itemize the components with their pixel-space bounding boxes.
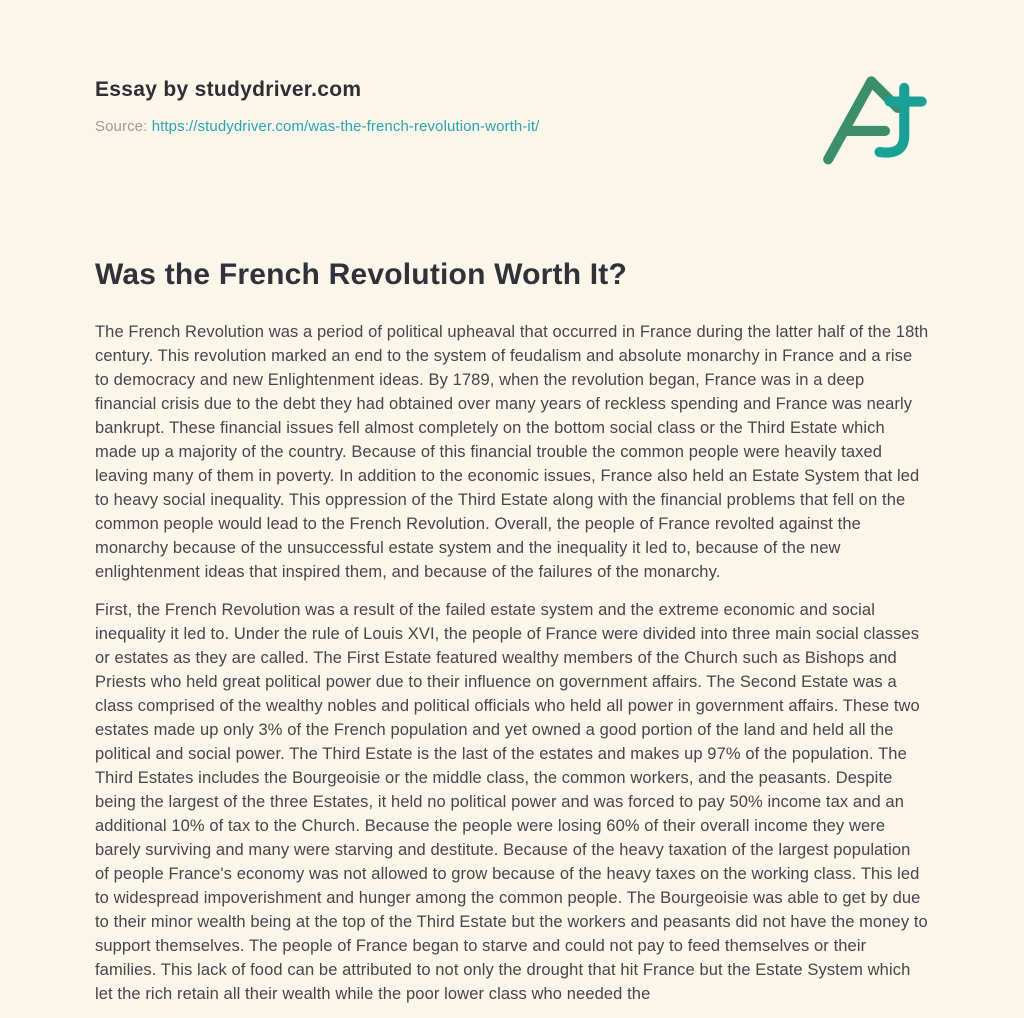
essay-article (95, 258, 929, 1006)
essay-byline: Essay by studydriver.com (95, 78, 362, 101)
source-line (95, 118, 539, 135)
essay-paragraph-2: First, the French Revolution was a result of the failed estate system and the extreme economic and social inequality it led to. Under the rule of Louis XVI, the people of France were divided into three main social classes or estates as they are called. The First Estate featured wealthy members of the Church such as Bishops and Priests who held great political power due to their influence on government affairs. The Second Estate was a class comprised of the wealthy nobles and political officials who held all power in government affairs. These two estates made up only 3% of the French population and yet owned a good portion of the land and held all the political and social power. The Third Estate is the last of the estates and makes up 97% of the population. The Third Estates includes the Bourgeoisie or the middle class, the common workers, and the peasants. Despite being the largest of the three Estates, it held no political power and was forced to pay 50% income tax and an additional 10% of tax to the Church. Because the people were losing 60% of their overall income they were barely surviving and many were starving and destitute. Because of the heavy taxation of the largest population of people France's economy was not allowed to grow because of the heavy taxes on the working class. This led to widespread impoverishment and hunger among the common people. The Bourgeoisie was able to get by due to their minor wealth being at the top of the Third Estate but the workers and peasants did not have the money to support themselves. The people of France began to starve and could not pay to feed themselves or their families. This lack of food can be attributed to not only the drought that hit France but the Estate System which let the rich retain all their wealth while the poor lower class who needed the (95, 601, 928, 1003)
essay-title: Was the French Revolution Worth It? (95, 258, 627, 291)
page-header (95, 78, 929, 174)
studydriver-logo-icon (819, 72, 929, 166)
essay-paragraph-1: The French Revolution was a period of political upheaval that occurred in France during the latter half of the 18th century. This revolution marked an end to the system of feudalism and absolute monarchy in France and a rise to democracy and new Enlightenment ideas. By 1789, when the revolution began, France was in a deep financial crisis due to the debt they had obtained over many years of reckless spending and France was nearly bankrupt. These financial issues fell almost completely on the bottom social class or the Third Estate which made up a majority of the country. Because of this financial trouble the common people were heavily taxed leaving many of them in poverty. In addition to the economic issues, France also held an Estate System that led to heavy social inequality. This oppression of the Third Estate along with the financial problems that fell on the common people would lead to the French Revolution. Overall, the people of France revolted against the monarchy because of the unsuccessful estate system and the inequality it led to, because of the new enlightenment ideas that inspired them, and because of the failures of the monarchy. (95, 323, 929, 581)
studydriver-logo (819, 72, 929, 166)
source-label: Source: (95, 118, 148, 135)
byline-block (95, 78, 539, 135)
source-link[interactable]: https://studydriver.com/was-the-french-revolution-worth-it/ (151, 118, 540, 135)
